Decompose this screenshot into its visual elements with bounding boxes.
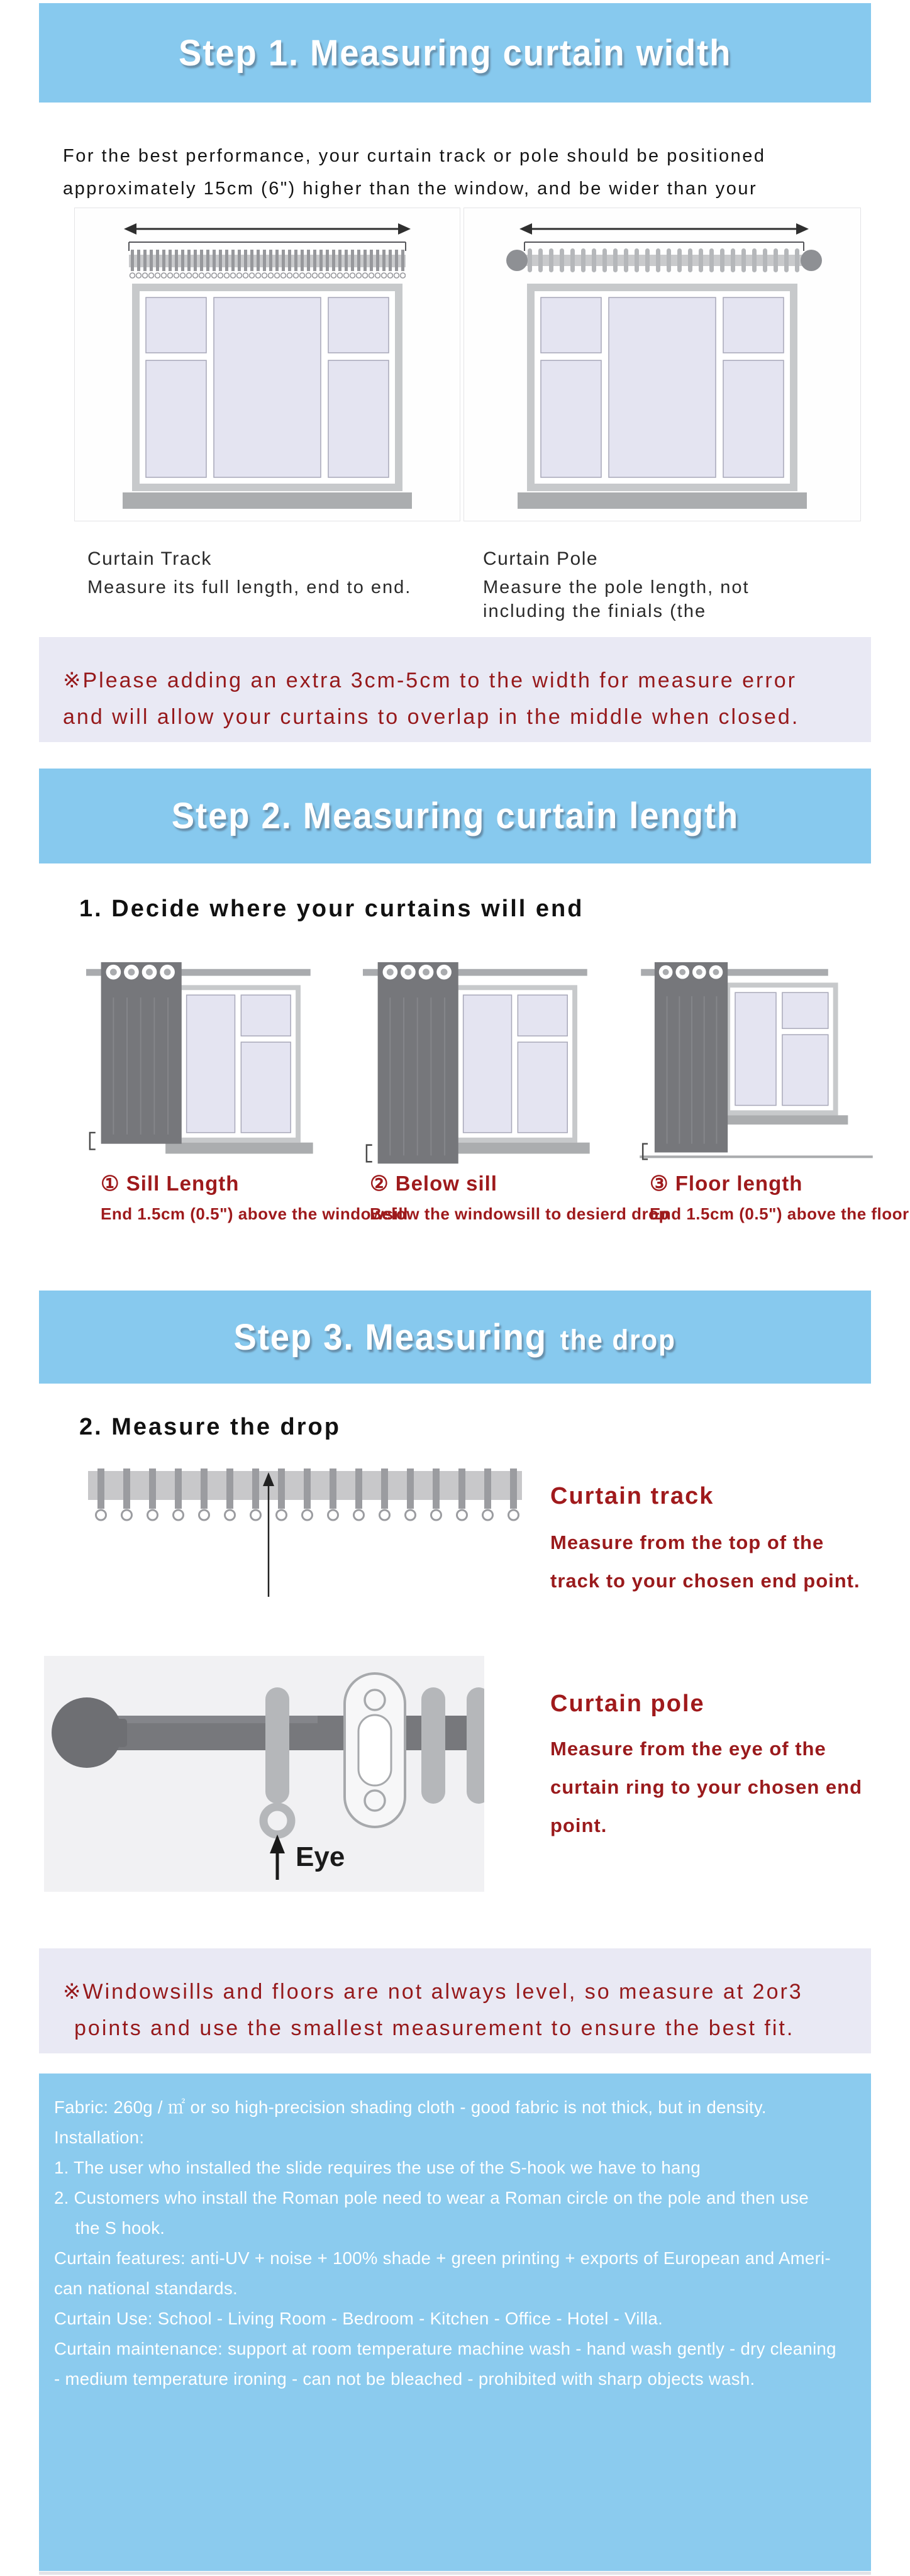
end-point-bracket-icon xyxy=(367,1145,372,1162)
pole-caption-title: Curtain Pole xyxy=(483,548,599,569)
curtain-ring xyxy=(467,1687,484,1804)
info-installation: Installation: xyxy=(54,2128,145,2147)
option-label: ② Below sill xyxy=(370,1172,497,1195)
below-sill-drawing xyxy=(358,959,623,1173)
bottom-divider xyxy=(39,2572,871,2575)
info-maintenance: Curtain maintenance: support at room temperature machine wash - hand wash gently - dry cleaning xyxy=(54,2339,836,2358)
option-label: ③ Floor length xyxy=(650,1172,803,1195)
note1-line2: and will allow your curtains to overlap in the middle when closed. xyxy=(63,705,800,729)
end-point-bracket-icon xyxy=(90,1133,96,1150)
track-title: Curtain track xyxy=(550,1483,714,1509)
step3-heading: 2. Measure the drop xyxy=(79,1414,341,1440)
track-desc-line1: Measure from the top of the xyxy=(550,1531,824,1553)
step3-banner xyxy=(39,1291,871,1384)
pole-desc-line2: curtain ring to your chosen end xyxy=(550,1776,863,1798)
pole-desc-line1: Measure from the eye of the xyxy=(550,1738,826,1760)
step1-banner-title: Step 1. Measuring curtain width xyxy=(178,32,732,74)
option-sill-length xyxy=(101,1171,408,1224)
step2-banner-title: Step 2. Measuring curtain length xyxy=(171,796,739,836)
step1-intro-line1: For the best performance, your curtain track or pole should be positioned xyxy=(63,146,766,166)
option-below-sill xyxy=(370,1171,669,1224)
info-maintenance-2: - medium temperature ironing - can not be bleached - prohibited with sharp objects wash. xyxy=(54,2369,755,2389)
track-caption-title: Curtain Track xyxy=(87,548,212,569)
curtain-ring xyxy=(265,1687,289,1804)
note2-line1: ※Windowsills and floors are not always level, so measure at 2or3 xyxy=(63,1980,803,2004)
finial-ball xyxy=(52,1697,122,1768)
option-desc: Below the windowsill to desierd drop xyxy=(370,1204,669,1223)
step1-intro xyxy=(63,140,765,205)
info-use: Curtain Use: School - Living Room - Bedroom - Kitchen - Office - Hotel - Villa. xyxy=(54,2309,663,2328)
window-with-pole-drawing xyxy=(464,208,860,521)
step2-heading: 1. Decide where your curtains will end xyxy=(79,896,584,922)
below-sill-illustration xyxy=(358,959,623,1173)
eye-label: Eye xyxy=(296,1841,345,1872)
note1-line1: ※Please adding an extra 3cm-5cm to the width for measure error xyxy=(63,669,797,692)
sill-length-drawing xyxy=(82,959,346,1173)
pole-drop-illustration xyxy=(44,1656,484,1892)
option-desc: End 1.5cm (0.5") above the floor xyxy=(650,1204,909,1223)
note2-line2: points and use the smallest measurement to ensure the best fit. xyxy=(74,2016,795,2040)
track-drop-illustration xyxy=(88,1468,522,1602)
pole-desc xyxy=(550,1729,862,1845)
info-features-2: can national standards. xyxy=(54,2279,238,2298)
pole-caption-desc-line1: Measure the pole length, not xyxy=(483,577,750,597)
curtain-pole-illustration xyxy=(463,208,861,521)
pole-title: Curtain pole xyxy=(550,1690,705,1717)
pole-bracket xyxy=(345,1674,405,1827)
width-double-arrow-icon xyxy=(519,223,809,235)
info-features: Curtain features: anti-UV + noise + 100% shade + green printing + exports of European and Ameri- xyxy=(54,2248,831,2268)
curtain-track-illustration xyxy=(74,208,460,521)
track-drop-drawing xyxy=(88,1468,522,1602)
option-desc: End 1.5cm (0.5") above the windowsill xyxy=(101,1204,408,1223)
track-desc-line2: track to your chosen end point. xyxy=(550,1570,860,1592)
option-floor-length xyxy=(650,1171,909,1224)
step3-banner-title xyxy=(234,1316,676,1358)
info-install-2b: the S hook. xyxy=(75,2218,165,2238)
info-install-1: 1. The user who installed the slide requires the use of the S-hook we have to hang xyxy=(54,2158,701,2177)
pole-caption-desc-line2: including the finials (the xyxy=(483,601,707,621)
step1-intro-line2: approximately 15cm (6") higher than the window, and be wider than your xyxy=(63,179,758,199)
track-caption-desc: Measure its full length, end to end. xyxy=(87,577,412,597)
step3-banner-sub: the drop xyxy=(560,1323,677,1356)
sill-length-illustration xyxy=(82,959,346,1173)
info-fabric: Fabric: 260g / ㎡ or so high-precision shading cloth - good fabric is not thick, but in density. xyxy=(54,2097,767,2117)
pole-drop-drawing xyxy=(44,1656,484,1892)
window-with-track-drawing xyxy=(75,208,460,521)
pole-desc-line3: point. xyxy=(550,1814,608,1836)
step1-banner xyxy=(39,3,871,103)
step2-banner xyxy=(39,769,871,863)
width-double-arrow-icon xyxy=(124,223,411,235)
info-install-2: 2. Customers who install the Roman pole need to wear a Roman circle on the pole and then use xyxy=(54,2188,809,2207)
width-measure-note xyxy=(39,637,871,742)
product-info-box xyxy=(39,2074,871,2571)
ring-eye xyxy=(264,1807,291,1835)
level-measure-note xyxy=(39,1948,871,2053)
floor-length-illustration xyxy=(638,959,874,1173)
track-desc xyxy=(550,1523,860,1600)
option-label: ① Sill Length xyxy=(101,1172,240,1195)
floor-length-drawing xyxy=(638,959,874,1173)
curtain-ring xyxy=(421,1687,445,1804)
step3-banner-main: Step 3. Measuring xyxy=(233,1316,548,1358)
